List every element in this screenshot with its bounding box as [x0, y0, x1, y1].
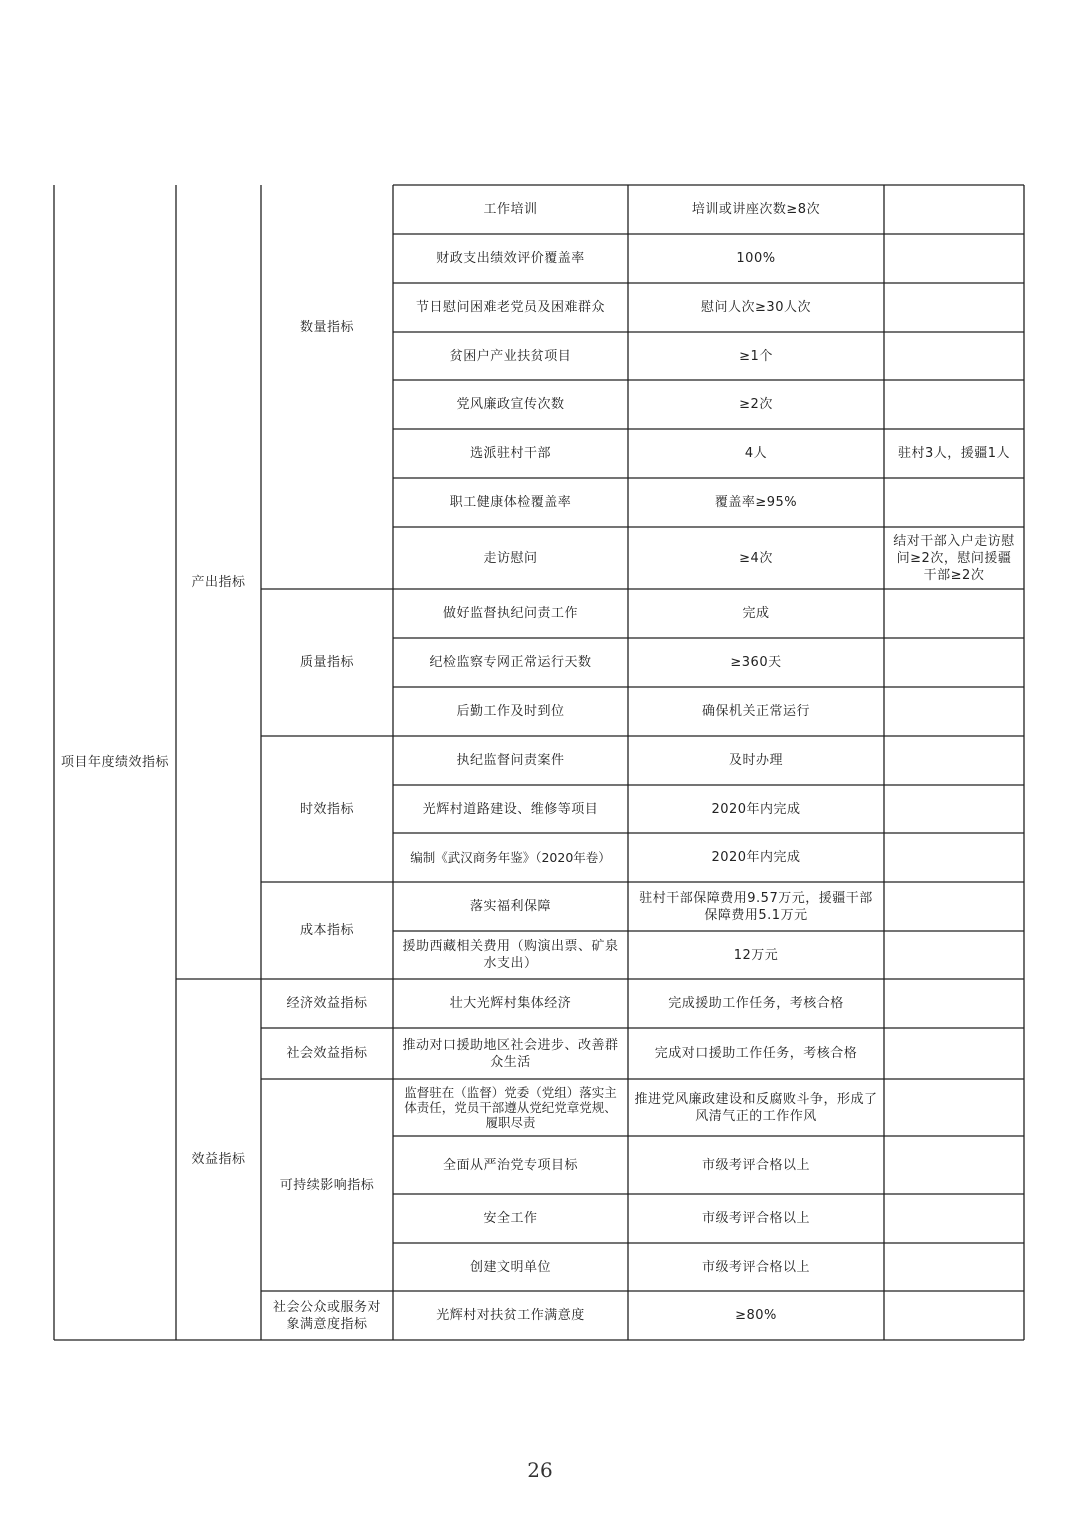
indicator-category-label: 项目年度绩效指标 — [60, 755, 169, 770]
row-name: 援助西藏相关费用（购演出票、矿泉水支出） — [402, 939, 619, 971]
row-value: 覆盖率≥95% — [714, 495, 798, 510]
timeliness-indicator-label: 时效指标 — [299, 801, 354, 817]
row-value: 市级考评合格以上 — [701, 1211, 810, 1226]
row-note — [884, 234, 1024, 283]
row-note — [884, 833, 1024, 882]
row-name: 做好监督执纪问责工作 — [442, 606, 578, 621]
satisfaction-indicator-label: 社会公众或服务对象满意度指标 — [272, 1299, 381, 1332]
row-name: 创建文明单位 — [469, 1259, 551, 1275]
row-value: 培训或讲座次数≥8次 — [691, 202, 821, 217]
row-name: 党风廉政宣传次数 — [456, 397, 565, 412]
row-value: 确保机关正常运行 — [701, 704, 810, 719]
row-name: 财政支出绩效评价覆盖率 — [436, 251, 585, 266]
row-value: 推进党风廉政建设和反腐败斗争，形成了风清气正的工作作风 — [634, 1091, 878, 1124]
output-indicator-label: 产出指标 — [191, 574, 246, 590]
page-number: 26 — [527, 1458, 553, 1482]
row-value: ≥1个 — [739, 348, 773, 364]
social-indicator-label: 社会效益指标 — [286, 1046, 368, 1061]
row-name: 安全工作 — [483, 1211, 538, 1226]
row-note — [884, 979, 1024, 1028]
row-value: 完成对口援助工作任务，考核合格 — [654, 1046, 858, 1061]
row-note — [884, 1079, 1024, 1136]
row-value: ≥360天 — [730, 655, 782, 670]
row-name: 全面从严治党专项目标 — [442, 1157, 578, 1173]
row-note — [884, 589, 1024, 638]
row-note — [884, 687, 1024, 736]
row-name: 贫困户产业扶贫项目 — [449, 348, 572, 364]
benefit-indicator-label: 效益指标 — [191, 1152, 246, 1167]
row-note — [884, 882, 1024, 931]
quantity-indicator-label: 数量指标 — [299, 320, 354, 335]
row-note — [884, 1243, 1024, 1291]
row-note — [884, 1028, 1024, 1079]
row-value: 完成 — [742, 606, 770, 621]
row-value: ≥80% — [735, 1308, 777, 1323]
row-value: 驻村干部保障费用9.57万元，援疆干部保障费用5.1万元 — [639, 890, 873, 923]
row-note — [884, 283, 1024, 332]
quality-indicator-label: 质量指标 — [299, 655, 354, 670]
row-value: 12万元 — [733, 947, 779, 963]
row-name: 执纪监督问责案件 — [456, 753, 565, 768]
row-value: 市级考评合格以上 — [701, 1259, 810, 1275]
row-note — [884, 736, 1024, 785]
row-name: 光辉村对扶贫工作满意度 — [436, 1308, 585, 1323]
sustainable-indicator-label: 可持续影响指标 — [279, 1177, 375, 1193]
row-note — [884, 478, 1024, 527]
row-note — [884, 332, 1024, 380]
row-note — [884, 1136, 1024, 1194]
row-value: 2020年内完成 — [711, 801, 801, 817]
row-name: 职工健康体检覆盖率 — [449, 495, 572, 510]
row-name: 推动对口援助地区社会进步、改善群众生活 — [402, 1037, 619, 1070]
row-value: ≥4次 — [739, 550, 773, 566]
row-note — [884, 380, 1024, 429]
row-value: 2020年内完成 — [711, 850, 801, 865]
row-name: 光辉村道路建设、维修等项目 — [422, 801, 599, 817]
row-note — [884, 638, 1024, 687]
row-name: 落实福利保障 — [469, 899, 551, 914]
cost-indicator-label: 成本指标 — [299, 923, 354, 938]
row-note — [884, 185, 1024, 234]
row-note — [884, 1291, 1024, 1340]
row-value: 100% — [736, 251, 776, 266]
row-value: 市级考评合格以上 — [701, 1157, 810, 1173]
row-name: 节日慰问困难老党员及困难群众 — [415, 300, 605, 315]
row-name: 监督驻在（监督）党委（党组）落实主体责任，党员干部遵从党纪党章党规、履职尽责 — [404, 1085, 617, 1130]
row-note — [884, 1194, 1024, 1243]
row-name: 选派驻村干部 — [469, 446, 551, 461]
row-note — [884, 931, 1024, 979]
row-note: 结对干部入户走访慰问≥2次，慰问援疆干部≥2次 — [893, 533, 1015, 583]
row-value: ≥2次 — [739, 397, 773, 412]
row-note: 驻村3人，援疆1人 — [897, 446, 1011, 461]
row-name: 工作培训 — [483, 202, 538, 217]
row-value: 慰问人次≥30人次 — [701, 300, 811, 315]
row-value: 及时办理 — [728, 753, 783, 768]
row-name: 后勤工作及时到位 — [456, 704, 565, 719]
row-name: 壮大光辉村集体经济 — [449, 996, 572, 1011]
row-note — [884, 785, 1024, 833]
row-name: 走访慰问 — [483, 550, 538, 566]
row-name: 纪检监察专网正常运行天数 — [429, 655, 592, 670]
economic-indicator-label: 经济效益指标 — [286, 996, 368, 1011]
row-value: 4人 — [744, 446, 768, 461]
row-value: 完成援助工作任务，考核合格 — [668, 996, 844, 1011]
row-name: 编制《武汉商务年鉴》（2020年卷） — [410, 850, 611, 865]
